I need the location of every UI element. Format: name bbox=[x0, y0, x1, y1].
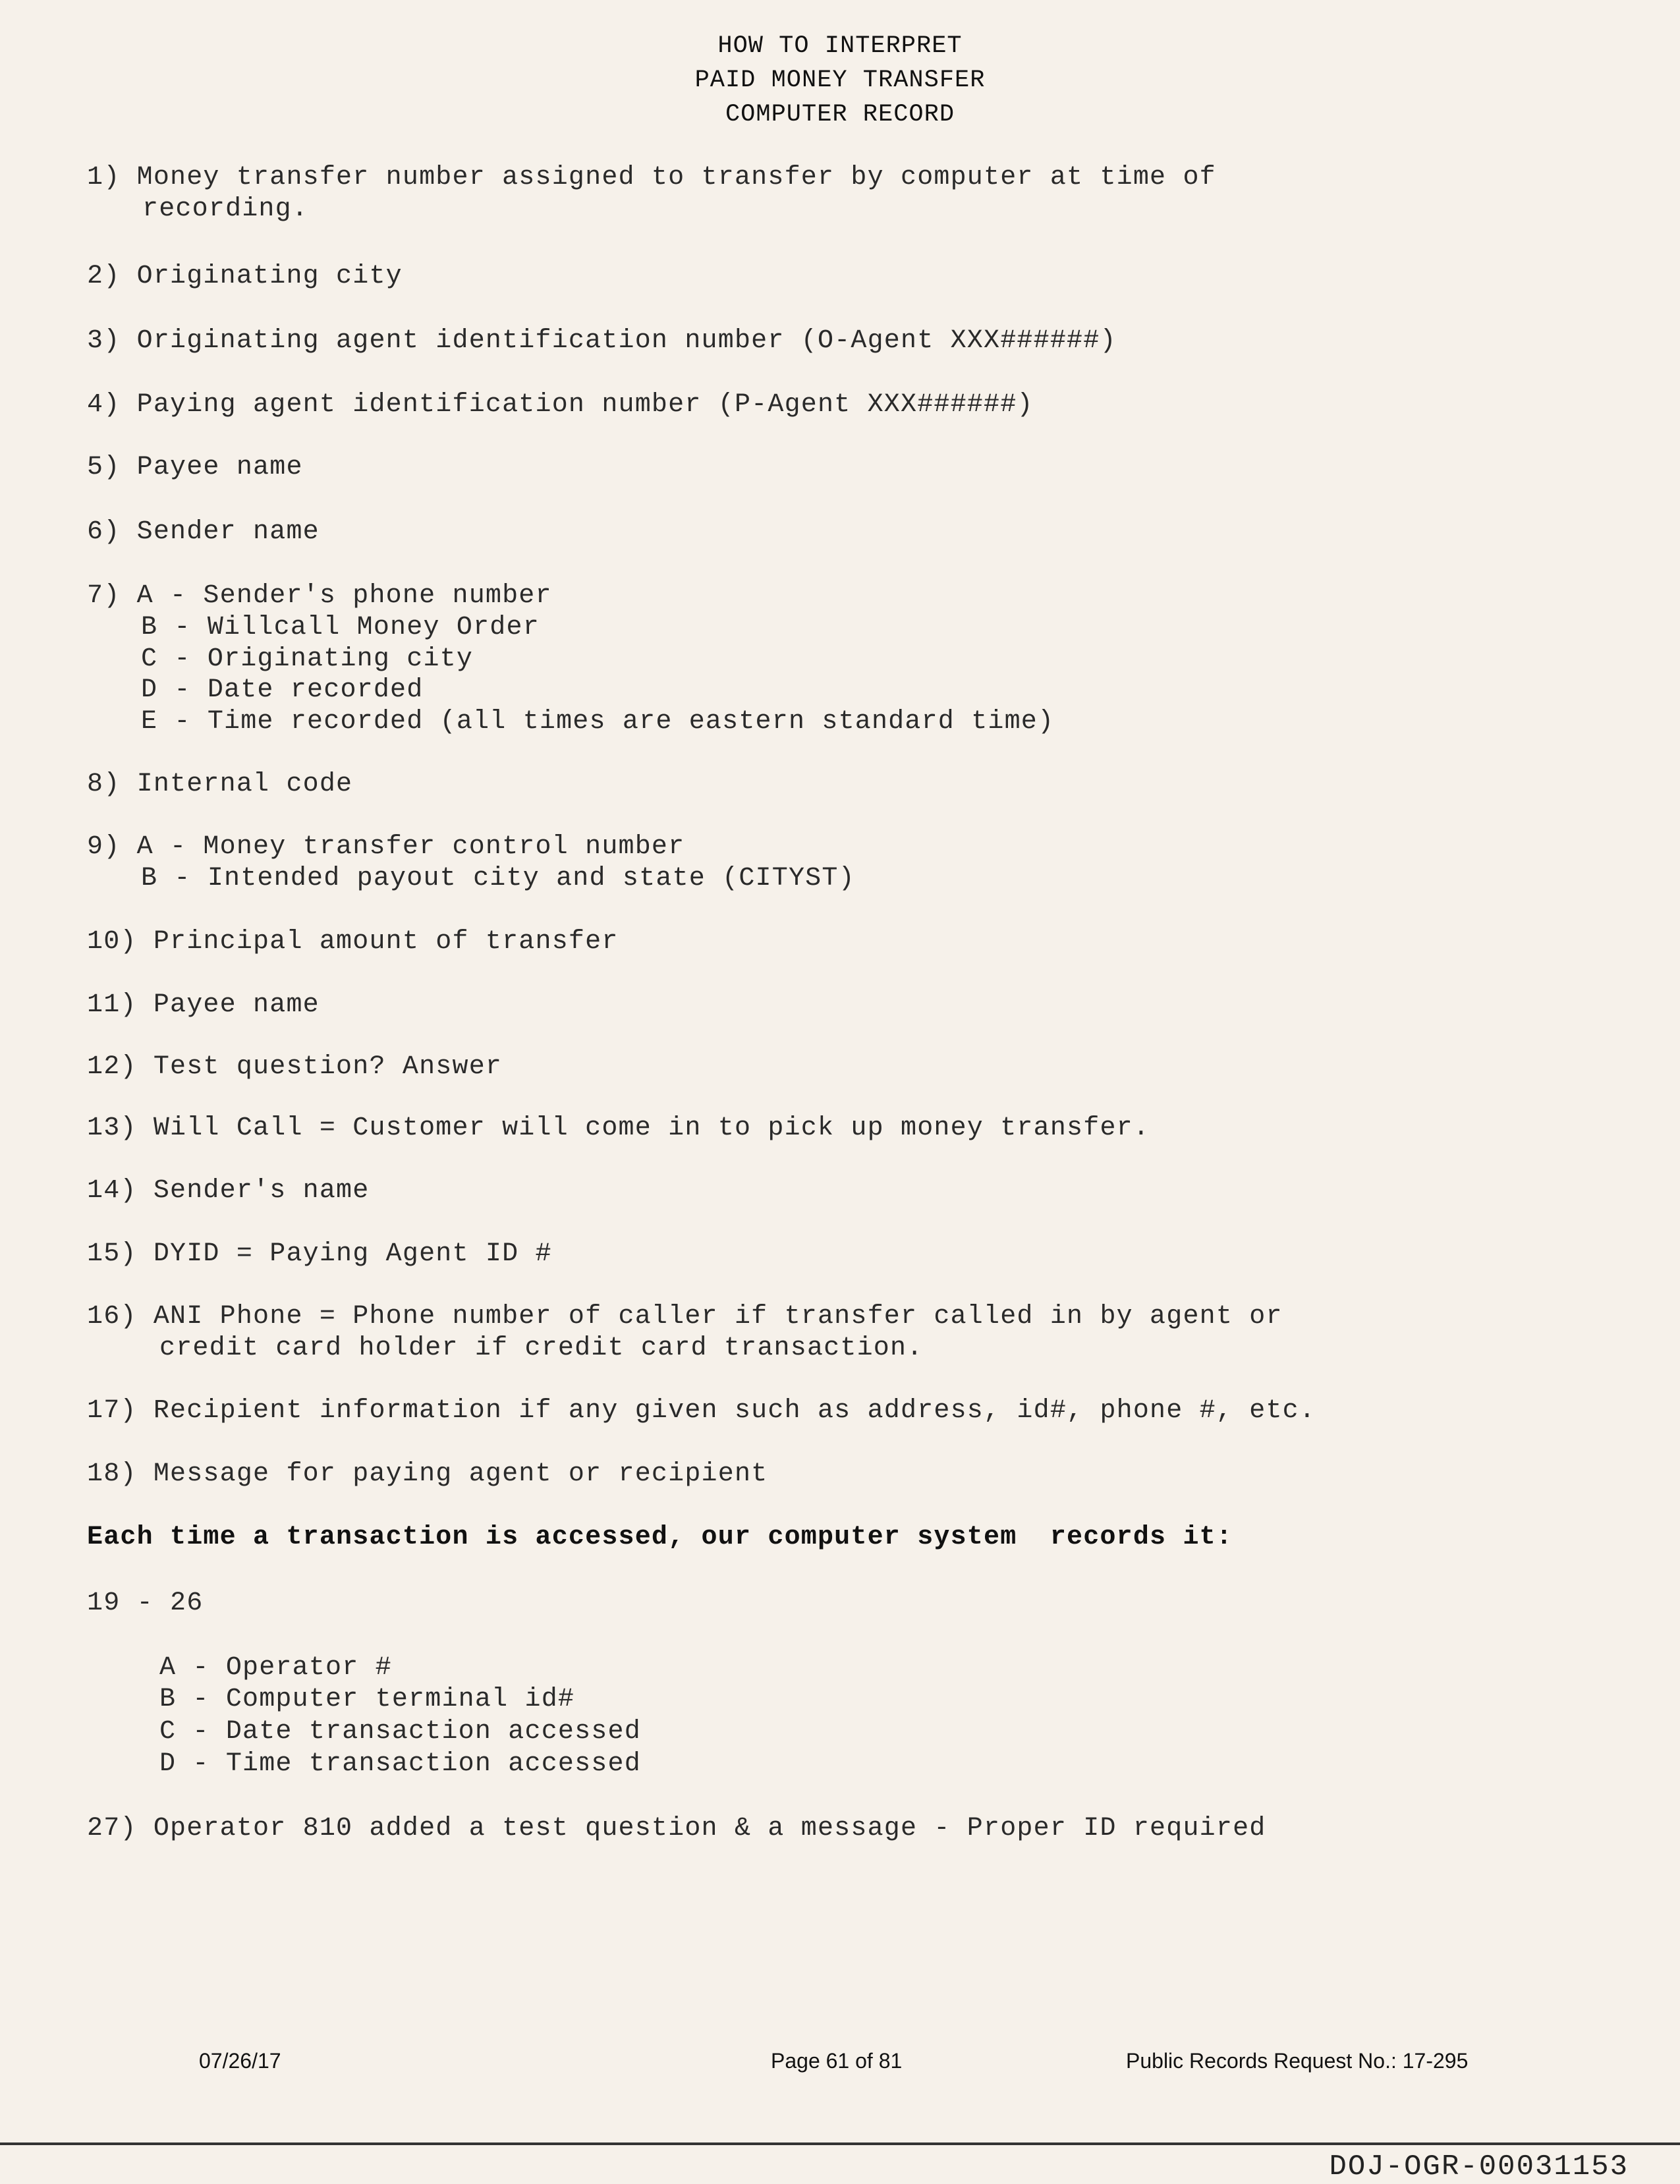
item-19-26-a: A - Operator # bbox=[159, 1653, 392, 1683]
item-27: 27) Operator 810 added a test question & a message - Proper ID required bbox=[87, 1814, 1266, 1843]
item-8: 8) Internal code bbox=[87, 770, 353, 799]
item-15: 15) DYID = Paying Agent ID # bbox=[87, 1239, 552, 1269]
item-1-line-2: recording. bbox=[142, 194, 309, 224]
bottom-divider bbox=[0, 2142, 1680, 2145]
item-19-26-d: D - Time transaction accessed bbox=[159, 1749, 641, 1779]
footer-date: 07/26/17 bbox=[199, 2049, 281, 2073]
item-13: 13) Will Call = Customer will come in to pick up money transfer. bbox=[87, 1113, 1150, 1143]
access-log-heading: Each time a transaction is accessed, our computer system records it: bbox=[87, 1523, 1233, 1552]
footer-request-number: Public Records Request No.: 17-295 bbox=[1126, 2049, 1469, 2073]
item-9-b: B - Intended payout city and state (CITYST) bbox=[141, 864, 855, 893]
title-line: HOW TO INTERPRET bbox=[717, 32, 963, 60]
item-7-e: E - Time recorded (all times are eastern standard time) bbox=[141, 707, 1055, 737]
item-4: 4) Paying agent identification number (P-Agent XXX######) bbox=[87, 390, 1034, 420]
item-10: 10) Principal amount of transfer bbox=[87, 927, 619, 957]
item-7-d: D - Date recorded bbox=[141, 675, 424, 705]
item-7-b: B - Willcall Money Order bbox=[141, 613, 540, 642]
item-14: 14) Sender's name bbox=[87, 1176, 370, 1206]
item-19-26-c: C - Date transaction accessed bbox=[159, 1717, 641, 1747]
title-line: COMPUTER RECORD bbox=[725, 101, 955, 128]
bates-number: DOJ-OGR-00031153 bbox=[1329, 2150, 1629, 2183]
document-title bbox=[0, 29, 1680, 132]
item-1-line-1: 1) Money transfer number assigned to transfer by computer at time of bbox=[87, 163, 1216, 192]
item-6: 6) Sender name bbox=[87, 517, 320, 547]
item-16-line-1: 16) ANI Phone = Phone number of caller if transfer called in by agent or bbox=[87, 1302, 1283, 1331]
footer-page-number: Page 61 of 81 bbox=[771, 2049, 903, 2073]
item-9-a: 9) A - Money transfer control number bbox=[87, 832, 685, 862]
item-18: 18) Message for paying agent or recipient bbox=[87, 1459, 768, 1489]
item-11: 11) Payee name bbox=[87, 990, 320, 1020]
item-19-26-b: B - Computer terminal id# bbox=[159, 1685, 575, 1714]
item-5: 5) Payee name bbox=[87, 453, 303, 482]
item-19-26: 19 - 26 bbox=[87, 1588, 204, 1618]
item-16-line-2: credit card holder if credit card transaction. bbox=[159, 1333, 924, 1363]
item-7-c: C - Originating city bbox=[141, 644, 474, 674]
item-12: 12) Test question? Answer bbox=[87, 1052, 503, 1082]
item-17: 17) Recipient information if any given such as address, id#, phone #, etc. bbox=[87, 1396, 1316, 1426]
item-3: 3) Originating agent identification number (O-Agent XXX######) bbox=[87, 326, 1117, 356]
title-line: PAID MONEY TRANSFER bbox=[694, 67, 986, 94]
item-2: 2) Originating city bbox=[87, 262, 403, 291]
item-7-a: 7) A - Sender's phone number bbox=[87, 581, 552, 611]
